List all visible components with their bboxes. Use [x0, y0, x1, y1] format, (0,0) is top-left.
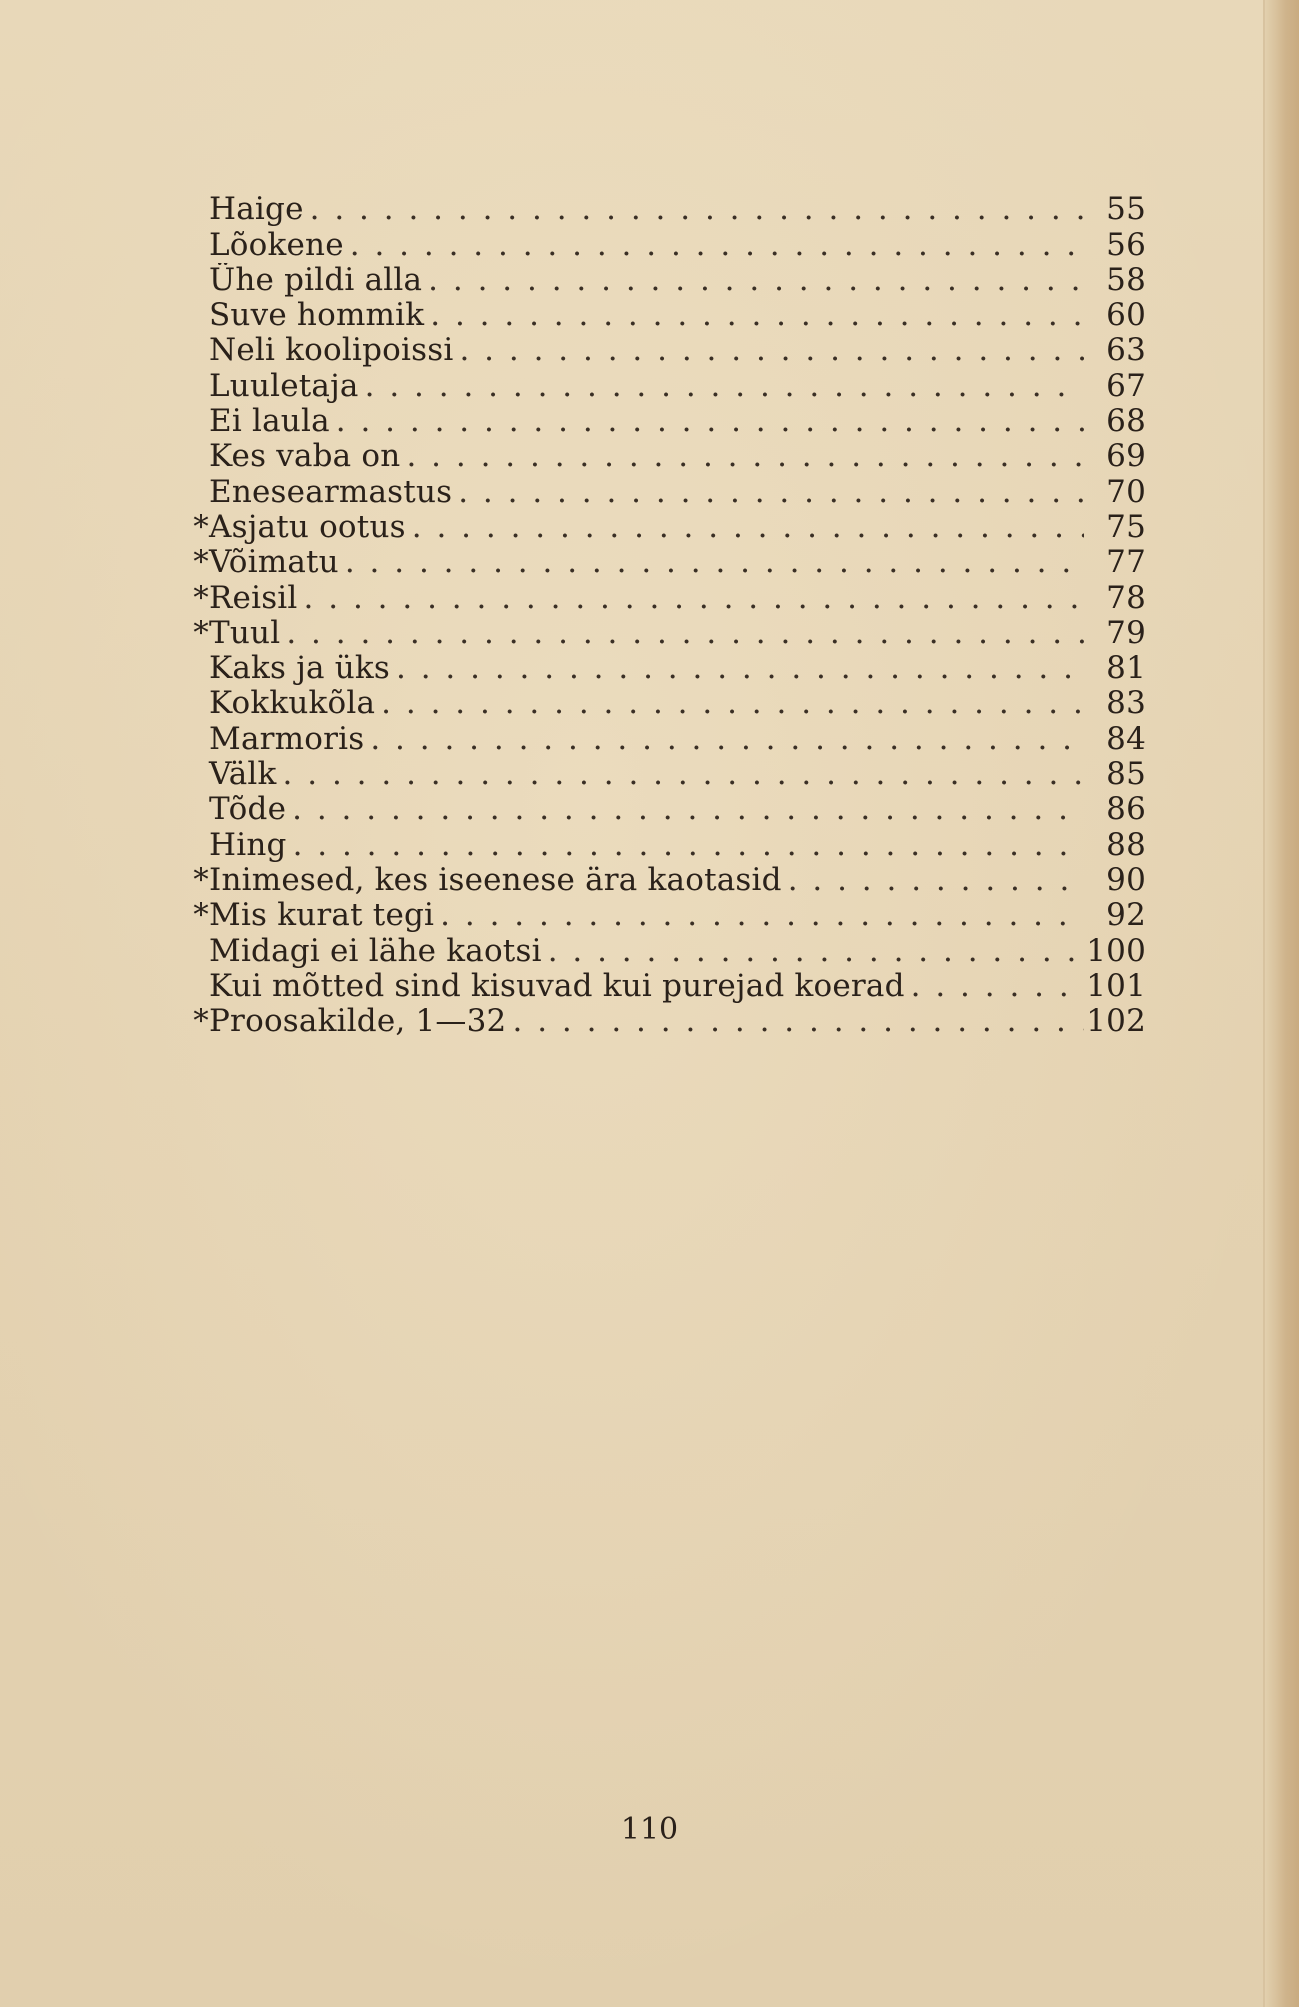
toc-entry-page: 101: [1086, 968, 1146, 1004]
dot-leader: [440, 898, 1084, 933]
toc-entry-page: 70: [1106, 474, 1146, 510]
toc-entry: [186, 298, 1146, 333]
toc-entry-page: 85: [1106, 756, 1146, 793]
toc-entry-page: 81: [1106, 650, 1146, 687]
toc-entry-page: 60: [1106, 297, 1146, 334]
toc-entry-title: Välk: [209, 756, 277, 793]
toc-entry-title: Võimatu: [209, 544, 339, 581]
toc-entry-page: 100: [1086, 933, 1146, 969]
dot-leader: [428, 263, 1084, 298]
toc-entry: [186, 827, 1146, 862]
toc-entry-page: 102: [1086, 1003, 1146, 1040]
toc-entry-page: 88: [1106, 827, 1146, 863]
page-edge: [1263, 0, 1299, 2007]
toc-entry-page: 79: [1106, 615, 1146, 651]
toc-entry: [186, 510, 1146, 545]
toc-entry-title: Midagi ei lähe kaotsi: [209, 933, 542, 969]
toc-entry: [186, 474, 1146, 509]
asterisk-mark: *: [193, 544, 209, 581]
toc-entry-title: Haige: [209, 192, 304, 228]
dot-leader: [345, 545, 1084, 580]
toc-entry-title: Lõokene: [209, 227, 344, 263]
toc-entry: [186, 333, 1146, 368]
asterisk-mark: *: [193, 897, 209, 934]
toc-entry-page: 75: [1106, 509, 1146, 545]
asterisk-mark: *: [193, 509, 209, 545]
toc-entry: [186, 933, 1146, 968]
dot-leader: [430, 298, 1084, 333]
toc-entry-title: Luuletaja: [209, 368, 359, 404]
toc-entry-page: 67: [1106, 368, 1146, 404]
toc-entry-title: Kui mõtted sind kisuvad kui purejad koerad: [209, 968, 905, 1004]
toc-entry: [186, 792, 1146, 827]
dot-leader: [293, 828, 1084, 863]
toc-entry: [186, 616, 1146, 651]
toc-entry: [186, 898, 1146, 933]
toc-entry: [186, 580, 1146, 615]
dot-leader: [459, 333, 1084, 368]
toc-entry-page: 90: [1106, 862, 1146, 898]
toc-entry-page: 68: [1106, 403, 1146, 440]
toc-entry-title: Marmoris: [209, 721, 365, 757]
dot-leader: [412, 510, 1084, 545]
dot-leader: [381, 686, 1084, 721]
dot-leader: [336, 404, 1084, 439]
dot-leader: [512, 1004, 1084, 1039]
toc-entry: [186, 192, 1146, 227]
asterisk-mark: *: [193, 615, 209, 651]
toc-entry: [186, 439, 1146, 474]
toc-entry-title: Hing: [209, 827, 287, 863]
toc-entry-title: Ei laula: [209, 403, 330, 440]
dot-leader: [292, 792, 1084, 827]
toc-entry-title: Suve hommik: [209, 297, 425, 334]
toc-entry-title: Reisil: [209, 580, 298, 616]
dot-leader: [406, 439, 1084, 474]
asterisk-mark: *: [193, 1003, 209, 1040]
toc-entry: [186, 263, 1146, 298]
toc-entry: [186, 545, 1146, 580]
toc-entry-page: 56: [1106, 227, 1146, 263]
toc-entry-page: 69: [1106, 439, 1146, 475]
toc-entry: [186, 404, 1146, 439]
toc-entry-title: Kokkukõla: [209, 686, 376, 722]
asterisk-mark: *: [193, 580, 209, 616]
dot-leader: [350, 228, 1084, 263]
toc-entry-title: Proosakilde, 1—32: [209, 1003, 507, 1040]
toc-entry-page: 55: [1106, 192, 1146, 228]
toc-entry-title: Kaks ja üks: [209, 650, 390, 687]
toc-entry: [186, 757, 1146, 792]
toc-entry-title: Inimesed, kes iseenese ära kaotasid: [209, 862, 782, 898]
toc-entry-title: Mis kurat tegi: [209, 897, 435, 934]
dot-leader: [304, 581, 1084, 616]
dot-leader: [548, 934, 1084, 969]
dot-leader: [396, 651, 1084, 686]
toc-entry-page: 78: [1106, 580, 1146, 616]
toc-entry: [186, 969, 1146, 1004]
dot-leader: [788, 863, 1084, 898]
toc-entry-page: 77: [1106, 544, 1146, 581]
dot-leader: [286, 616, 1084, 651]
toc-entry: [186, 686, 1146, 721]
asterisk-mark: *: [193, 862, 209, 898]
dot-leader: [458, 475, 1084, 510]
toc-entry: [186, 368, 1146, 403]
toc-entry-title: Ühe pildi alla: [209, 262, 423, 298]
toc-entry: [186, 651, 1146, 686]
toc-entry-page: 86: [1106, 792, 1146, 828]
toc-entry: [186, 1004, 1146, 1039]
toc-entry-page: 63: [1106, 333, 1146, 369]
toc-entry-title: Neli koolipoissi: [209, 333, 454, 369]
toc-entry: [186, 721, 1146, 756]
toc-entry-page: 92: [1106, 897, 1146, 934]
dot-leader: [911, 969, 1084, 1004]
toc-entry-title: Asjatu ootus: [209, 509, 406, 545]
toc-entry-title: Tuul: [209, 615, 281, 651]
dot-leader: [283, 757, 1084, 792]
toc-entry-page: 83: [1106, 686, 1146, 722]
table-of-contents: [186, 192, 1146, 1039]
dot-leader: [310, 192, 1084, 227]
toc-entry-title: Kes vaba on: [209, 439, 401, 475]
toc-entry-page: 58: [1106, 262, 1146, 298]
toc-entry-page: 84: [1106, 721, 1146, 757]
dot-leader: [365, 369, 1084, 404]
toc-entry: [186, 227, 1146, 262]
toc-entry-title: Tõde: [209, 792, 287, 828]
dot-leader: [370, 722, 1084, 757]
toc-entry: [186, 863, 1146, 898]
page-number: 110: [620, 1812, 679, 1847]
toc-entry-title: Enesearmastus: [209, 474, 453, 510]
